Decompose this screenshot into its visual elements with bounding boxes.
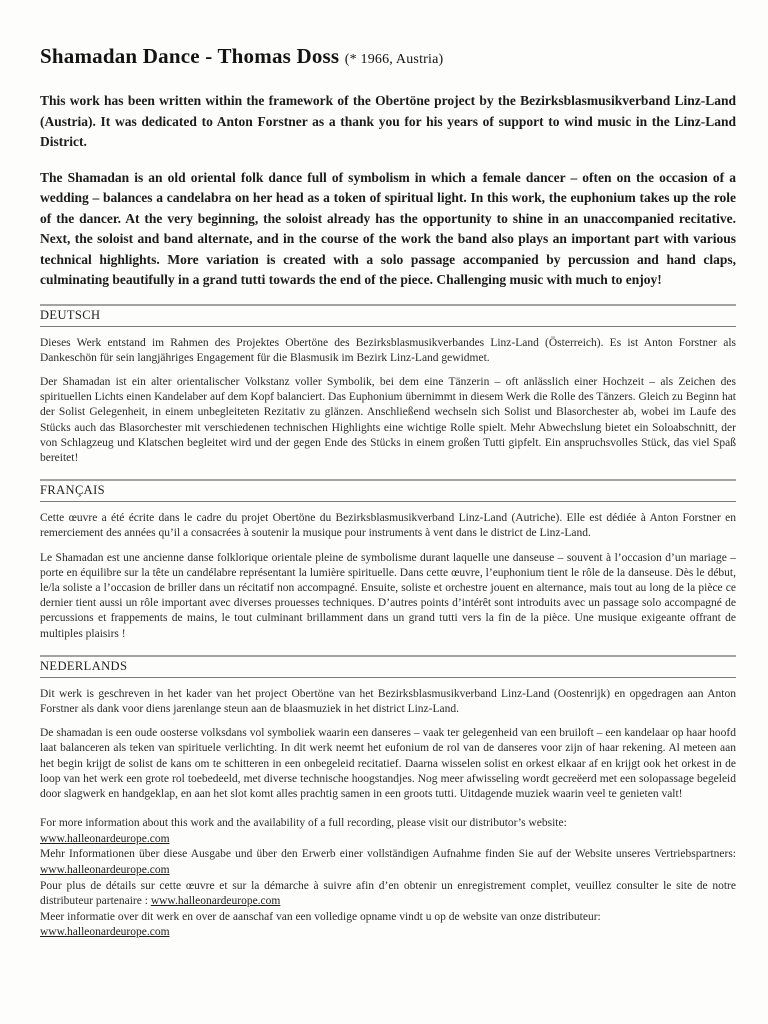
footer-item [40, 847, 736, 878]
footer-text: Pour plus de détails sur cette œuvre et sur la démarche à suivre afin d’en obtenir un enregistrement complet, veuillez consulter le site de notre distributeur partenaire : [40, 879, 736, 908]
intro-paragraph: The Shamadan is an old oriental folk dance full of symbolism in which a female dancer – often on the occasion of a wedding – balances a candelabra on her head as a token of spiritual light. In this work, the euphonium takes up the role of the dancer. At the very beginning, the soloist already has the opportunity to shine in an unaccompanied recitative. Next, the soloist and band alternate, and in the course of the work the band also plays an important part with various technical highlights. More variation is created with a solo passage accompanied by percussion and hand claps, culminating beautifully in a grand tutti towards the end of the piece. Challenging music with much to enjoy! [40, 169, 736, 287]
section-heading: NEDERLANDS [40, 655, 736, 678]
page-title [40, 44, 736, 69]
section-paragraph: De shamadan is een oude oosterse volksdans vol symboliek waarin een danseres – vaak ter gelegenheid van een bruiloft – een kandelaar op haar hoofd laat balanceren als teken van spirituele verlichting. In dit werk neemt het eufonium de rol van de danseres voor zijn of haar rekening. Al meteen aan het begin krijgt de solist de kans om te schitteren in een onbegeleid recitatief. Daarna wisselen solist en orkest elkaar af en krijgt ook het orkest in de loop van het werk een grote rol toebedeeld, met diverse technische hoogstandjes. Nog meer afwisseling wordt gecreëerd met een solopassage begeleid door slagwerk en handgeklap, en aan het slot komt alles prachtig samen in een groots tutti. Uitdagende muziek waarin veel te genieten valt! [40, 727, 736, 800]
language-section [40, 304, 736, 467]
footer-text: Meer informatie over dit werk en over de aanschaf van een volledige opname vindt u op de website van onze distributeur: [40, 910, 601, 923]
footer-text: For more information about this work and the availability of a full recording, please visit our distributor’s website: [40, 817, 567, 830]
language-sections [40, 304, 736, 803]
section-paragraph: Dieses Werk entstand im Rahmen des Projektes Obertöne des Bezirksblasmusikverbandes Linz-Land (Österreich). Es ist Anton Forstner als Dankeschön für sein langjähriges Engagement für die Blasmusik im Bezirk Linz-Land gewidmet. [40, 336, 736, 364]
footer-item [40, 910, 736, 941]
language-section [40, 479, 736, 642]
section-heading: FRANÇAIS [40, 479, 736, 502]
section-paragraph: Dit werk is geschreven in het kader van het project Obertöne van het Bezirksblasmusikverband Linz-Land (Oostenrijk) en opgedragen aan Anton Forstner als dank voor diens jarenlange steun aan de blaasmuziek in het district Linz-Land. [40, 687, 736, 715]
work-and-composer: Shamadan Dance - Thomas Doss [40, 44, 340, 68]
section-heading: DEUTSCH [40, 304, 736, 327]
footer-item [40, 879, 736, 910]
composer-details: (* 1966, Austria) [344, 52, 444, 67]
section-paragraph: Le Shamadan est une ancienne danse folklorique orientale pleine de symbolisme durant laquelle une danseuse – souvent à l’occasion d’un mariage – porte en équilibre sur la tête un candélabre représentant la lumière spirituelle. Dans cette œuvre, l’euphonium tient le rôle de la danseuse. Dès le début, le/la soliste a l’occasion de briller dans un récitatif non accompagné. Ensuite, soliste et orchestre jouent en alternance, mais tout au long de la pièce ce dernier tient aussi un rôle important avec diverses prouesses techniques. D’autres points d’intérêt sont introduits avec un passage solo accompagné de percussions et frappements de mains, le tout culminant brillamment dans un grand tutti vers la fin de la pièce. Une musique exigeante offrant de multiples plaisirs ! [40, 551, 736, 640]
language-section [40, 655, 736, 802]
footer-item [40, 816, 736, 847]
distributor-link[interactable]: www.halleonardeurope.com [40, 832, 170, 845]
section-body [40, 336, 736, 467]
section-body [40, 511, 736, 642]
distributor-link[interactable]: www.halleonardeurope.com [40, 926, 170, 939]
intro-english [40, 91, 736, 291]
footer-text: Mehr Informationen über diese Ausgabe und über den Erwerb einer vollständigen Aufnahme finden Sie auf der Website unseres Vertriebspartners: [40, 848, 736, 861]
section-body [40, 687, 736, 802]
section-paragraph: Der Shamadan ist ein alter orientalischer Volkstanz voller Symbolik, bei dem eine Tänzerin – oft anlässlich einer Hochzeit – als Zeichen des spirituellen Lichts einen Kandelaber auf dem Kopf balanciert. Das Euphonium übernimmt in diesem Werk die Rolle des Tänzers. Gleich zu Beginn hat der Solist Gelegenheit, in einem unbegleiteten Rezitativ zu glänzen. Anschließend wechseln sich Solist und Blasorchester ab, wobei im Laufe des Stücks auch das Blasorchester mit verschiedenen technischen Highlights eine wichtige Rolle spielt. Mehr Abwechslung bietet ein Soloabschnitt, der von Schlagzeug und Klatschen begleitet wird und der gegen Ende des Stücks in einem großen Tutti gipfelt. Ein anspruchsvolles Stück, das viel Spaß bereitet! [40, 375, 736, 464]
section-paragraph: Cette œuvre a été écrite dans le cadre du projet Obertöne du Bezirksblasmusikverband Linz-Land (Autriche). Elle est dédiée à Anton Forstner en remerciement des années qu’il a consacrées à soutenir la musique pour instruments à vent dans le district de Linz-Land. [40, 512, 736, 540]
intro-paragraph: This work has been written within the framework of the Obertöne project by the Bezirksblasmusikverband Linz-Land (Austria). It was dedicated to Anton Forstner as a thank you for his years of support to wind music in the Linz-Land District. [40, 93, 736, 149]
distributor-link[interactable]: www.halleonardeurope.com [150, 895, 281, 908]
distributor-info [40, 816, 736, 941]
distributor-link[interactable]: www.halleonardeurope.com [40, 863, 170, 876]
